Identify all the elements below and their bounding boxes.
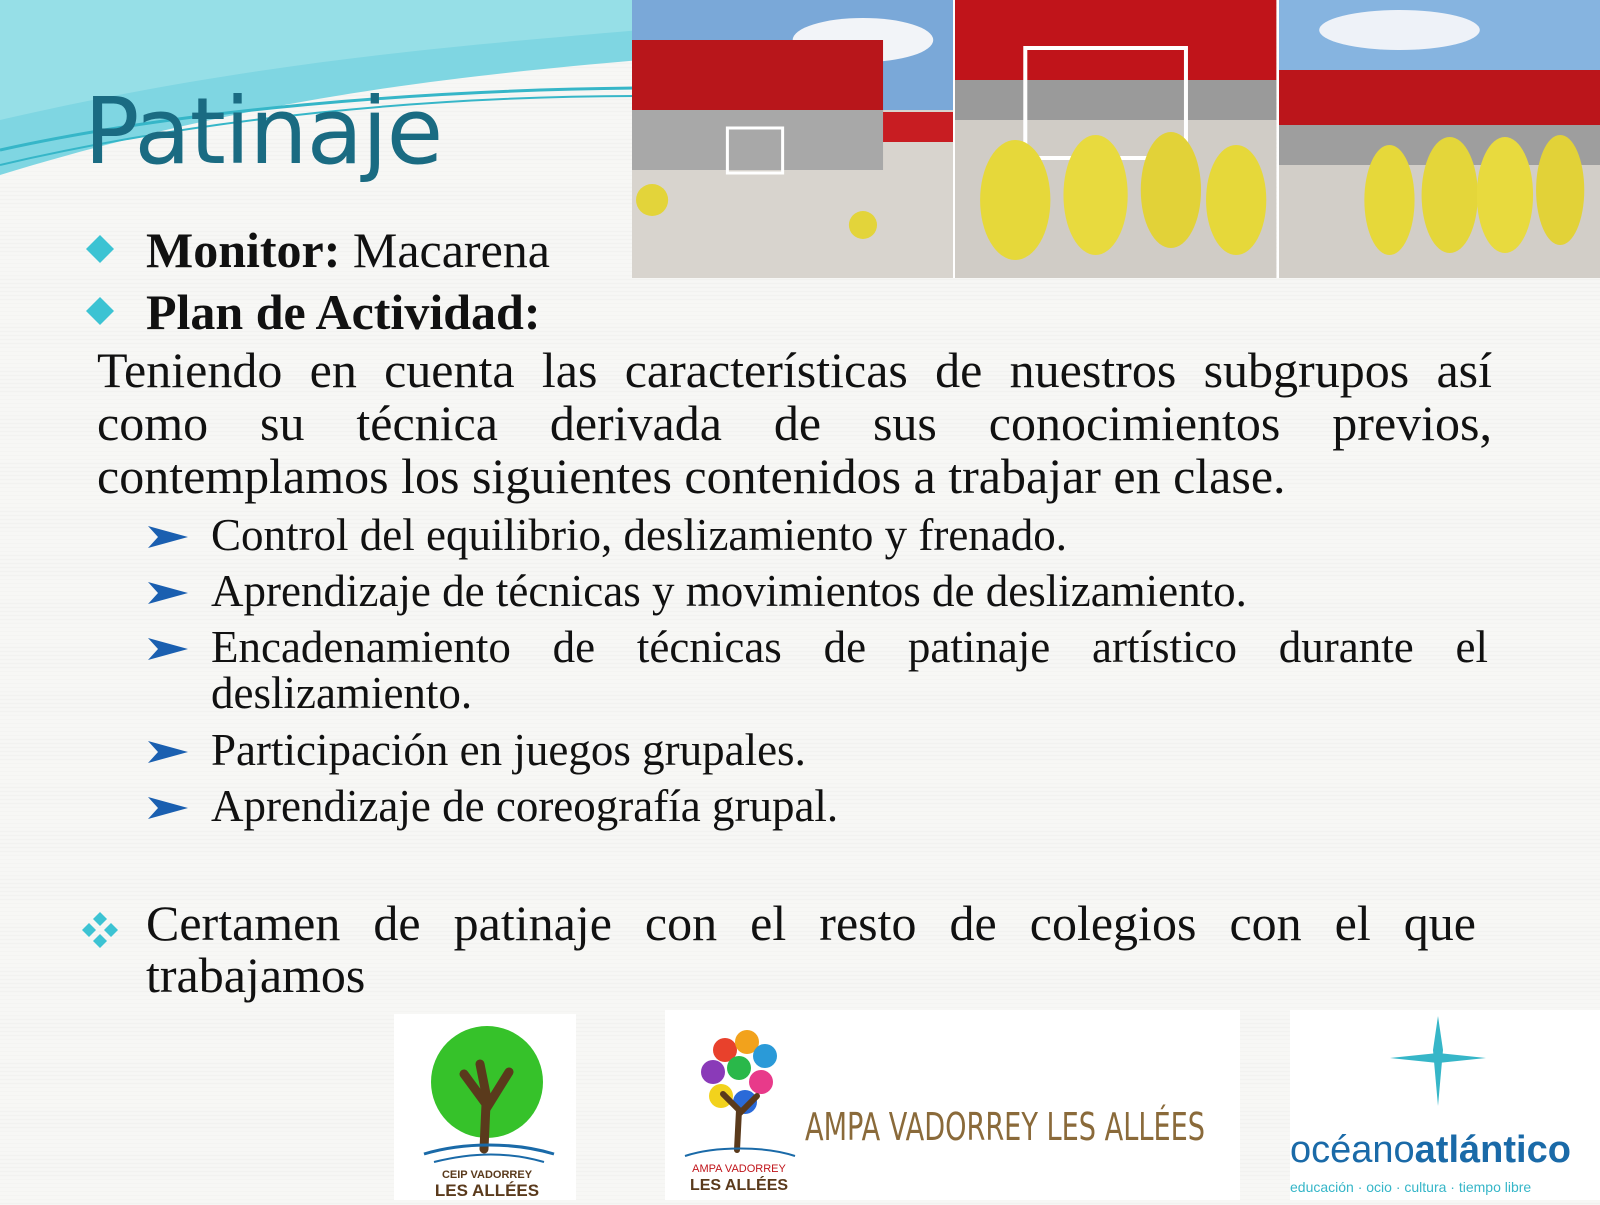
ceip-line2: LES ALLÉES xyxy=(434,1181,540,1200)
ampa-small2: LES ALLÉES xyxy=(689,1177,789,1194)
list-item xyxy=(148,512,1488,558)
photo-kids-goal xyxy=(953,0,1276,278)
slide-title: Patinaje xyxy=(84,78,443,185)
monitor-label: Monitor: xyxy=(146,222,341,278)
list-item-text: Participación en juegos grupales. xyxy=(211,725,806,775)
diamond-bullet-icon xyxy=(86,297,114,325)
ampa-logo xyxy=(665,1010,1240,1200)
arrow-bullet-icon xyxy=(148,636,188,662)
ceip-logo xyxy=(394,1014,576,1200)
four-diamond-bullet-icon xyxy=(80,910,120,950)
monitor-value: Macarena xyxy=(340,222,550,278)
list-item xyxy=(148,624,1488,716)
oceano-wordmark xyxy=(1290,1129,1571,1171)
arrow-bullet-icon xyxy=(148,524,188,550)
certamen-text: Certamen de patinaje con el resto de colegios con el que trabajamos xyxy=(146,895,1476,1003)
arrow-bullet-icon xyxy=(148,580,188,606)
diamond-bullet-icon xyxy=(86,235,114,263)
oceano-tagline: educación · ocio · cultura · tiempo libre xyxy=(1290,1179,1532,1195)
plan-heading xyxy=(146,284,541,340)
list-item xyxy=(148,568,1488,614)
list-item-text: Aprendizaje de coreografía grupal. xyxy=(211,781,839,831)
photo-skating-court xyxy=(632,0,953,278)
list-item xyxy=(148,783,1488,829)
ampa-small1: AMPA VADORREY xyxy=(692,1163,786,1175)
list-item-text: Encadenamiento de técnicas de patinaje artístico durante el deslizamiento. xyxy=(211,622,1488,718)
arrow-bullet-icon xyxy=(148,739,188,765)
monitor-line xyxy=(146,222,550,278)
oceano-a: océano xyxy=(1290,1129,1415,1171)
list-item xyxy=(148,727,1488,773)
oceano-b: atlántico xyxy=(1414,1129,1571,1171)
list-item-text: Control del equilibrio, deslizamiento y frenado. xyxy=(211,510,1068,560)
oceano-logo xyxy=(1290,1010,1600,1200)
intro-paragraph: Teniendo en cuenta las características de nuestros subgrupos así como su técnica derivada de sus conocimientos previos, contemplamos los siguientes contenidos a trabajar en clase. xyxy=(97,342,1492,504)
list-item-text: Aprendizaje de técnicas y movimientos de deslizamiento. xyxy=(211,566,1247,616)
ampa-text: AMPA VADORREY LES ALLÉES xyxy=(805,1105,1205,1149)
arrow-bullet-icon xyxy=(148,795,188,821)
ceip-line1: CEIP VADORREY xyxy=(441,1169,533,1181)
photo-strip xyxy=(632,0,1600,278)
photo-group-costumes xyxy=(1277,0,1600,278)
plan-label: Plan de Actividad: xyxy=(146,284,541,340)
logo-strip xyxy=(0,1010,1600,1200)
